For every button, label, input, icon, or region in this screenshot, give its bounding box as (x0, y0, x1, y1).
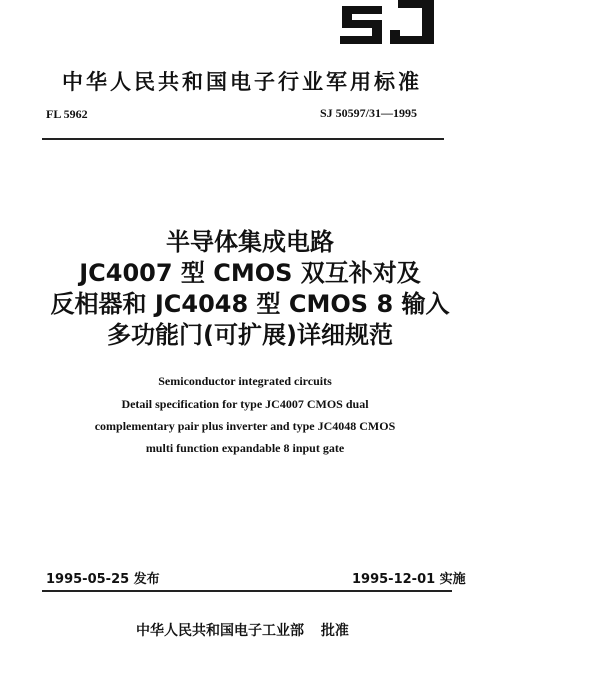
en-title-line-1: Semiconductor integrated circuits (158, 374, 332, 388)
issue-date: 1995-05-25 发布 (46, 572, 160, 587)
standard-number: SJ 50597/31—1995 (320, 106, 418, 120)
classification-code: FL 5962 (46, 107, 88, 121)
cn-title-line-4: 多功能门(可扩展)详细规范 (107, 321, 393, 349)
en-title-line-4: multi function expandable 8 input gate (145, 441, 345, 455)
sj-logo (338, 0, 436, 46)
approval-word: 批准 (320, 623, 349, 639)
cn-title-line-1: 半导体集成电路 (166, 228, 334, 256)
approval-line (136, 620, 349, 640)
en-title-line-3: complementary pair plus inverter and type JC4048 CMOS (94, 419, 396, 433)
cn-title-line-3: 反相器和 JC4048 型 CMOS 8 输入 (50, 290, 450, 318)
footer-divider (42, 590, 452, 592)
header-divider (42, 138, 444, 140)
effective-date: 1995-12-01 实施 (352, 572, 466, 587)
standard-name: 中华人民共和国电子行业军用标准 (62, 70, 422, 94)
approving-organization: 中华人民共和国电子工业部 (136, 623, 304, 639)
cn-title-line-2: JC4007 型 CMOS 双互补对及 (79, 259, 421, 287)
en-title-line-2: Detail specification for type JC4007 CMOS dual (121, 397, 369, 411)
